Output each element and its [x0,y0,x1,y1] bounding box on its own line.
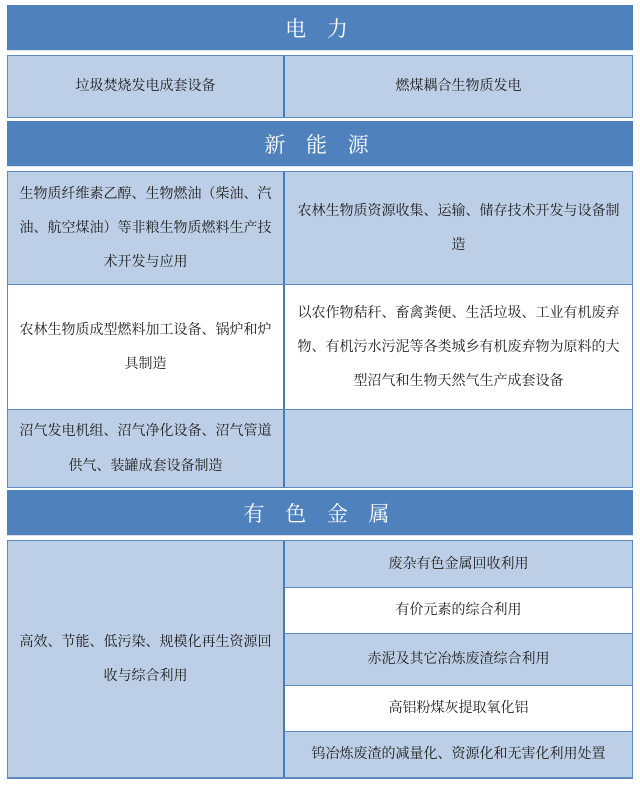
cell-valuable-elements: 有价元素的综合利用 [285,587,632,633]
section-header-nonferrous [7,490,633,536]
cell-power-left: 垃圾焚烧发电成套设备 [8,56,285,117]
cell-biomass-collection: 农林生物质资源收集、运输、储存技术开发与设备制造 [285,172,632,284]
table-row [8,172,632,284]
table-row [8,409,632,487]
section-header-power [7,5,633,51]
cell-scrap-metal-recycling: 废杂有色金属回收利用 [285,541,632,587]
table-row [8,284,632,409]
new-energy-table [7,171,633,488]
section-title-power: 电 力 [285,16,355,41]
cell-biofuel-tech: 生物质纤维素乙醇、生物燃油（柴油、汽油、航空煤油）等非粮生物质燃料生产技术开发与应用 [8,172,285,284]
cell-biogas-plant-equipment: 以农作物秸秆、畜禽粪便、生活垃圾、工业有机废弃物、有机污水污泥等各类城乡有机废弃物为原料的大型沼气和生物天然气生产成套设备 [285,285,632,409]
cell-pellet-fuel-equipment: 农林生物质成型燃料加工设备、锅炉和炉具制造 [8,285,285,409]
cell-recycling-span: 高效、节能、低污染、规模化再生资源回收与综合利用 [8,541,285,777]
section-title-nonferrous: 有 色 金 属 [243,501,397,526]
cell-alumina-extraction: 高铝粉煤灰提取氧化铝 [285,685,632,731]
cell-empty [285,410,632,487]
cell-power-right: 燃煤耦合生物质发电 [285,56,632,117]
cell-tungsten-slag: 钨冶炼废渣的减量化、资源化和无害化利用处置 [285,731,632,777]
section-title-new-energy: 新 能 源 [264,132,376,157]
power-table [7,55,633,118]
nonferrous-items [285,541,632,777]
nonferrous-table [7,540,633,779]
table-row [8,56,632,117]
section-header-new-energy [7,121,633,167]
cell-red-mud-utilization: 赤泥及其它冶炼废渣综合利用 [285,633,632,685]
cell-biogas-generator: 沼气发电机组、沼气净化设备、沼气管道供气、装罐成套设备制造 [8,410,285,487]
